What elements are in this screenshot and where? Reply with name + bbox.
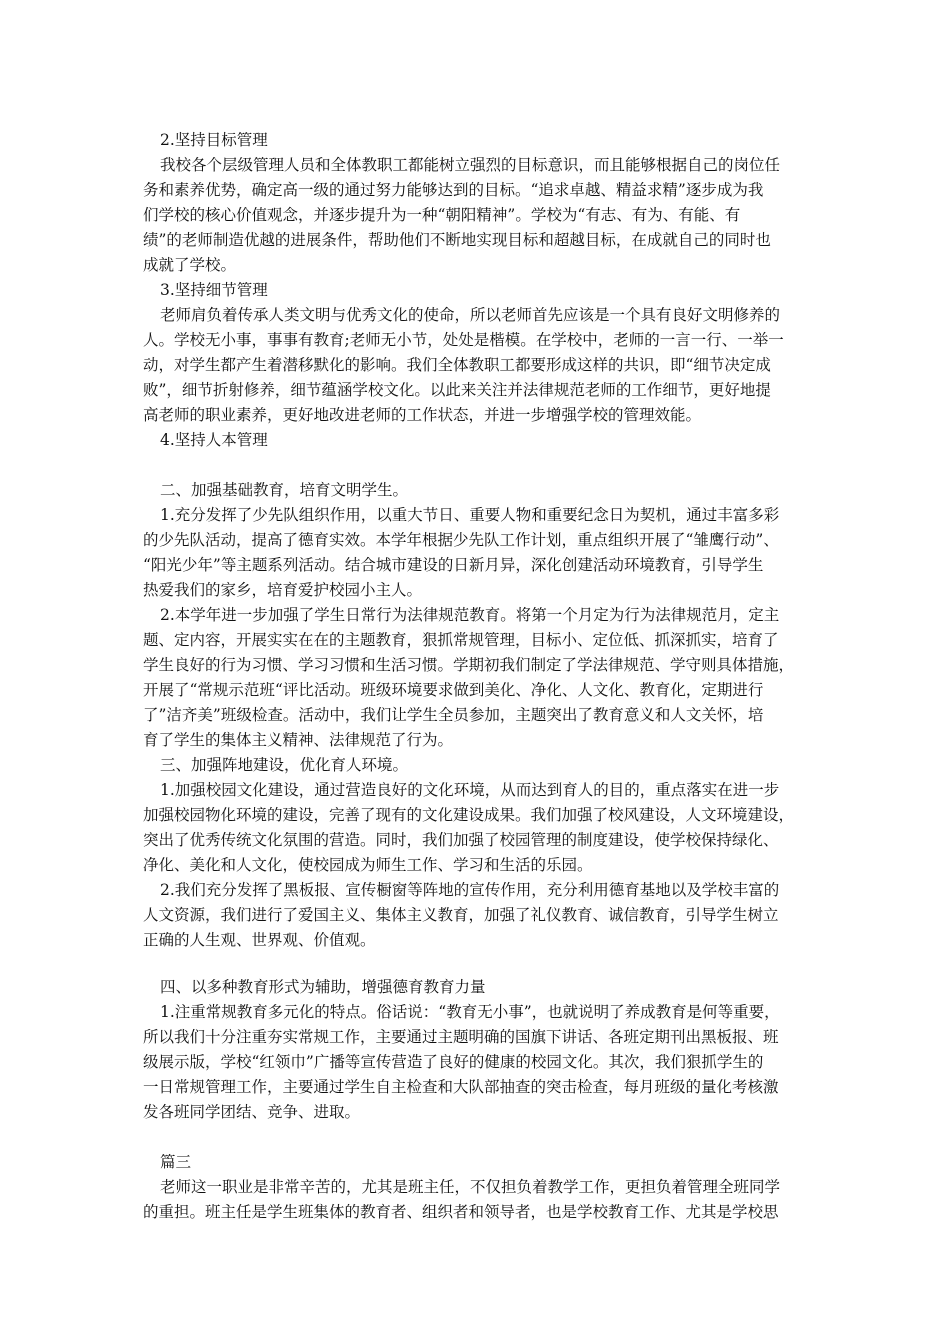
paragraph-line: 败”，细节折射修养，细节蕴涵学校文化。以此来关注并法律规范老师的工作细节，更好地提 bbox=[143, 381, 771, 399]
paragraph-line: 的重担。班主任是学生班集体的教育者、组织者和领导者，也是学校教育工作、尤其是学校思 bbox=[143, 1203, 779, 1221]
paragraph-line: 成就了学校。 bbox=[143, 256, 237, 274]
paragraph-line: 务和素养优势，确定高一级的通过努力能够达到的目标。“追求卓越、精益求精”逐步成为我 bbox=[143, 181, 764, 199]
section-heading-2: 二、加强基础教育，培育文明学生。 bbox=[160, 481, 409, 499]
paragraph-line: 2.本学年进一步加强了学生日常行为法律规范教育。将第一个月定为行为法律规范月，定主 bbox=[160, 606, 780, 624]
paragraph-line: 老师这一职业是非常辛苦的，尤其是班主任，不仅担负着教学工作，更担负着管理全班同学 bbox=[160, 1178, 781, 1196]
paragraph-line: 1.充分发挥了少先队组织作用，以重大节日、重要人物和重要纪念日为契机，通过丰富多彩 bbox=[160, 506, 780, 524]
paragraph-line: 们学校的核心价值观念，并逐步提升为一种“朝阳精神”。学校为“有志、有为、有能、有 bbox=[143, 206, 741, 224]
paragraph-line: 热爱我们的家乡，培育爱护校园小主人。 bbox=[143, 581, 423, 599]
paragraph-line: 高老师的职业素养，更好地改进老师的工作状态，并进一步增强学校的管理效能。 bbox=[143, 406, 702, 424]
paragraph-line: 级展示版，学校“红领巾”广播等宣传营造了良好的健康的校园文化。其次，我们狠抓学生的 bbox=[143, 1053, 764, 1071]
paragraph-line: 人。学校无小事，事事有教育;老师无小节，处处是楷模。在学校中，老师的一言一行、一举一 bbox=[143, 331, 784, 349]
paragraph-line: 发各班同学团结、竞争、进取。 bbox=[143, 1103, 361, 1121]
paragraph-line: 突出了优秀传统文化氛围的营造。同时，我们加强了校园管理的制度建设，使学校保持绿化、 bbox=[143, 831, 779, 849]
paragraph-line: 我校各个层级管理人员和全体教职工都能树立强烈的目标意识，而且能够根据自己的岗位任 bbox=[160, 156, 781, 174]
paragraph-line: 所以我们十分注重夯实常规工作，主要通过主题明确的国旗下讲话、各班定期刊出黑板报、班 bbox=[143, 1028, 779, 1046]
paragraph-line: 育了学生的集体主义精神、法律规范了行为。 bbox=[143, 731, 454, 749]
paragraph-line: 绩”的老师制造优越的进展条件，帮助他们不断地实现目标和超越目标，在成就自己的同时也 bbox=[143, 231, 771, 249]
heading-target-management: 2.坚持目标管理 bbox=[160, 131, 268, 149]
paragraph-line: 了”洁齐美”班级检查。活动中，我们让学生全员参加，主题突出了教育意义和人文关怀，培 bbox=[143, 706, 764, 724]
paragraph-line: 一日常规管理工作，主要通过学生自主检查和大队部抽查的突击检查，每月班级的量化考核激 bbox=[143, 1078, 779, 1096]
paragraph-line: 2.我们充分发挥了黑板报、宣传橱窗等阵地的宣传作用，充分利用德育基地以及学校丰富的 bbox=[160, 881, 780, 899]
paragraph-line: 动，对学生都产生着潜移默化的影响。我们全体教职工都要形成这样的共识，即“细节决定成 bbox=[143, 356, 771, 374]
paragraph-line: 的少先队活动，提高了德育实效。本学年根据少先队工作计划，重点组织开展了“雏鹰行动”、 bbox=[143, 531, 779, 549]
article-heading-part-3: 篇三 bbox=[160, 1153, 192, 1171]
paragraph-line: 加强校园物化环境的建设，完善了现有的文化建设成果。我们加强了校风建设，人文环境建设， bbox=[143, 806, 795, 824]
paragraph-line: 正确的人生观、世界观、价值观。 bbox=[143, 931, 376, 949]
paragraph-line: 开展了“常规示范班“评比活动。班级环境要求做到美化、净化、人文化、教育化，定期进行 bbox=[143, 681, 764, 699]
section-heading-3: 三、加强阵地建设，优化育人环境。 bbox=[160, 756, 409, 774]
paragraph-line: 人文资源，我们进行了爱国主义、集体主义教育，加强了礼仪教育、诚信教育，引导学生树立 bbox=[143, 906, 779, 924]
paragraph-line: 老师肩负着传承人类文明与优秀文化的使命，所以老师首先应该是一个具有良好文明修养的 bbox=[160, 306, 781, 324]
heading-people-management: 4.坚持人本管理 bbox=[160, 431, 268, 449]
paragraph-line: 学生良好的行为习惯、学习习惯和生活习惯。学期初我们制定了学法律规范、学守则具体措施， bbox=[143, 656, 795, 674]
paragraph-line: 1.注重常规教育多元化的特点。俗话说：“教育无小事”，也就说明了养成教育是何等重要， bbox=[160, 1003, 780, 1021]
paragraph-line: “阳光少年”等主题系列活动。结合城市建设的日新月异，深化创建活动环境教育，引导学生 bbox=[143, 556, 764, 574]
paragraph-line: 1.加强校园文化建设，通过营造良好的文化环境，从而达到育人的目的，重点落实在进一步 bbox=[160, 781, 780, 799]
paragraph-line: 题、定内容，开展实实在在的主题教育，狠抓常规管理，目标小、定位低、抓深抓实，培育了 bbox=[143, 631, 779, 649]
section-heading-4: 四、以多种教育形式为辅助，增强德育教育力量 bbox=[160, 978, 486, 996]
paragraph-line: 净化、美化和人文化，使校园成为师生工作、学习和生活的乐园。 bbox=[143, 856, 593, 874]
heading-detail-management: 3.坚持细节管理 bbox=[160, 281, 268, 299]
